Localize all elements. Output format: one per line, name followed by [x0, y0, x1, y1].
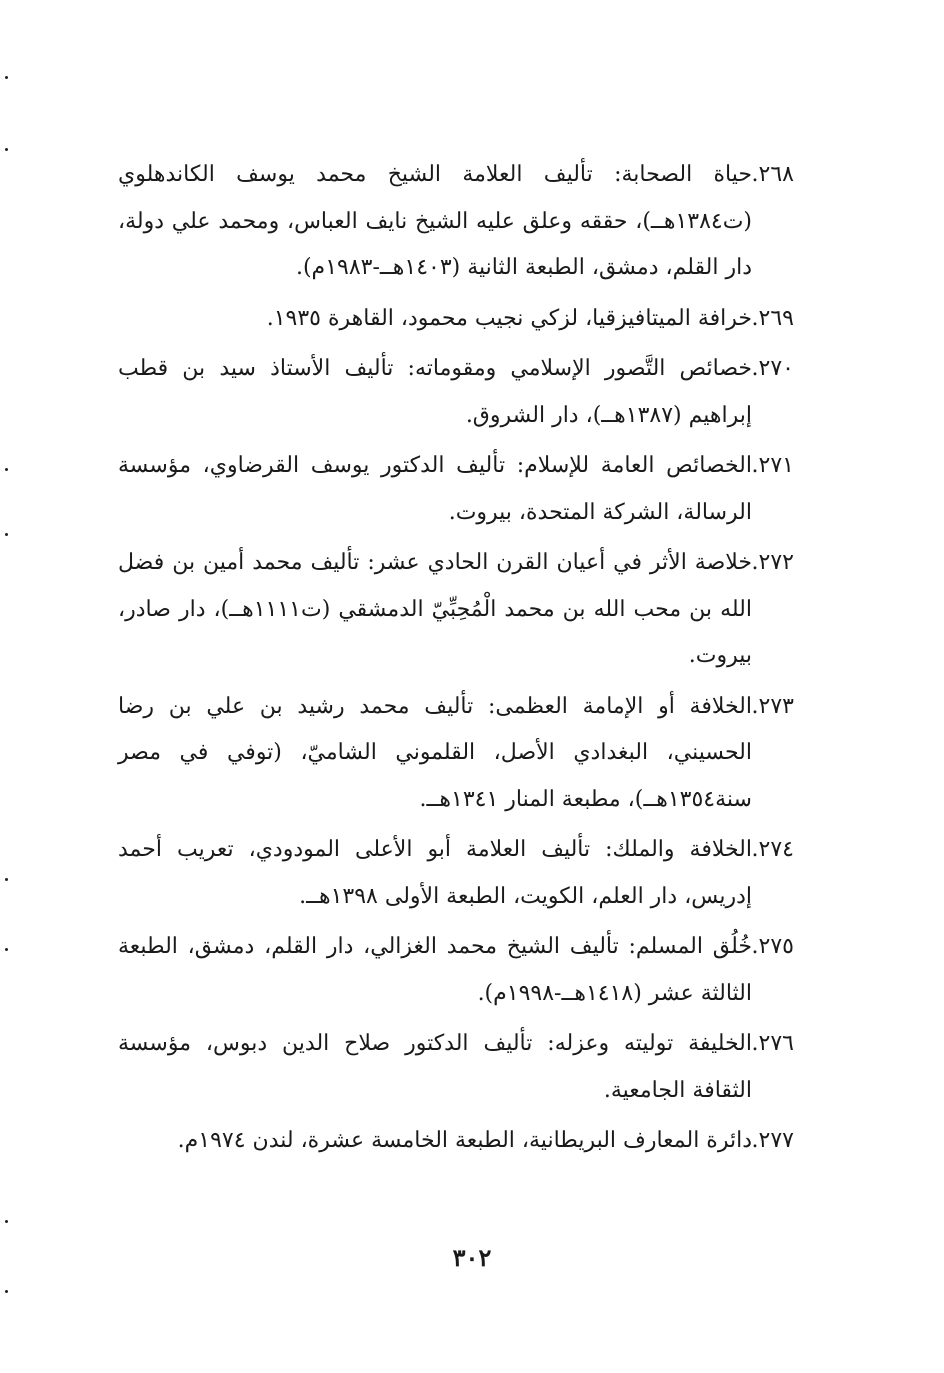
reference-text: الخلافة أو الإمامة العظمى: تأليف محمد رشيد بن علي بن رضا الحسيني، البغدادي الأصل، القلموني الشاميّ، (توفي في مصر سنة١٣٥٤هــ)، مطبعة المنار ١٣٤١هــ.	[118, 693, 752, 812]
reference-text: الخليفة توليته وعزله: تأليف الدكتور صلاح الدين دبوس، مؤسسة الثقافة الجامعية.	[118, 1031, 752, 1103]
reference-text: خرافة الميتافيزقيا، لزكي نجيب محمود، القاهرة ١٩٣٥.	[266, 305, 752, 331]
scan-speck	[5, 1290, 8, 1293]
page-number: ٣٠٢	[452, 1243, 492, 1272]
reference-number: ٢٦٩.	[751, 305, 794, 331]
scan-speck	[5, 533, 8, 536]
scan-speck	[5, 948, 8, 951]
reference-text: خصائص التَّصور الإسلامي ومقوماته: تأليف الأستاذ سيد بن قطب إبراهيم (١٣٨٧هــ)، دار الشروق.	[118, 356, 752, 428]
reference-entry	[118, 1118, 794, 1165]
reference-entry	[118, 924, 794, 1017]
reference-text: حياة الصحابة: تأليف العلامة الشيخ محمد يوسف الكاندهلوي (ت١٣٨٤هــ)، حققه وعلق عليه الشيخ نايف العباس، ومحمد علي دولة، دار القلم، دمشق، الطبعة الثانية (١٤٠٣هــ-١٩٨٣م).	[118, 162, 752, 280]
reference-number: ٢٧٥.	[751, 934, 794, 959]
reference-number: ٢٧٣.	[751, 693, 794, 719]
reference-entry	[118, 827, 794, 920]
reference-number: ٢٦٨.	[751, 162, 794, 187]
reference-text: خلاصة الأثر في أعيان القرن الحادي عشر: تأليف محمد أمين بن فضل الله بن محب الله بن محمد الْمُحِبِّيّ الدمشقي (ت١١١١هــ)، دار صادر، بيروت.	[118, 550, 752, 668]
scan-speck	[5, 878, 8, 881]
reference-number: ٢٧٢.	[751, 550, 794, 575]
scan-speck	[5, 76, 8, 79]
reference-number: ٢٧٠.	[751, 356, 794, 381]
bibliography-list	[118, 152, 794, 1169]
reference-number: ٢٧١.	[751, 453, 794, 478]
reference-text: دائرة المعارف البريطانية، الطبعة الخامسة عشرة، لندن ١٩٧٤م.	[177, 1128, 752, 1153]
reference-entry	[118, 684, 794, 824]
reference-entry	[118, 152, 794, 292]
reference-text: الخصائص العامة للإسلام: تأليف الدكتور يوسف القرضاوي، مؤسسة الرسالة، الشركة المتحدة، بيروت.	[118, 453, 752, 525]
reference-number: ٢٧٧.	[751, 1128, 794, 1153]
reference-entry	[118, 1021, 794, 1114]
scan-speck	[5, 1220, 8, 1223]
reference-number: ٢٧٤.	[751, 837, 794, 862]
reference-number: ٢٧٦.	[751, 1031, 794, 1056]
reference-entry	[118, 443, 794, 536]
reference-text: الخلافة والملك: تأليف العلامة أبو الأعلى المودودي، تعريب أحمد إدريس، دار العلم، الكويت، الطبعة الأولى ١٣٩٨هــ.	[118, 837, 752, 909]
reference-entry	[118, 296, 794, 343]
scan-speck	[5, 468, 8, 471]
reference-entry	[118, 346, 794, 439]
scan-speck	[5, 148, 8, 151]
reference-entry	[118, 540, 794, 680]
reference-text: خُلُق المسلم: تأليف الشيخ محمد الغزالي، دار القلم، دمشق، الطبعة الثالثة عشر (١٤١٨هــ-١٩٩٨م).	[118, 934, 752, 1006]
